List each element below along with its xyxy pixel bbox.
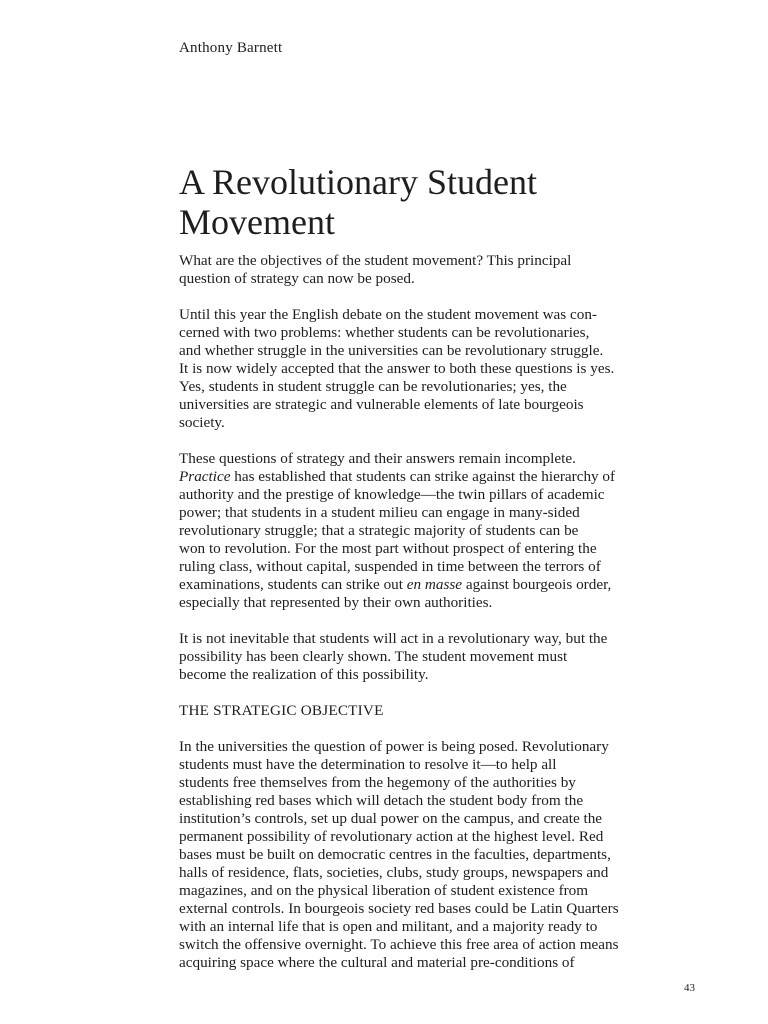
text-run: acquiring space where the cultural and material pre-conditions of: [179, 954, 575, 971]
text-line: [179, 270, 727, 288]
text-line: [179, 918, 727, 936]
text-line: [179, 828, 727, 846]
text-line: [179, 558, 727, 576]
text-line: [179, 738, 727, 756]
text-line: [179, 594, 727, 612]
text-run: These questions of strategy and their answers remain incomplete.: [179, 450, 576, 467]
text-run: Until this year the English debate on the student movement was con-: [179, 306, 597, 323]
text-run: students free themselves from the hegemony of the authorities by: [179, 774, 576, 791]
text-run: universities are strategic and vulnerable elements of late bourgeois: [179, 396, 584, 413]
text-run: permanent possibility of revolutionary action at the highest level. Red: [179, 828, 604, 845]
text-run: possibility has been clearly shown. The student movement must: [179, 648, 568, 665]
text-line: [179, 450, 727, 468]
text-line: [179, 342, 727, 360]
text-run: halls of residence, flats, societies, clubs, study groups, newspapers and: [179, 864, 609, 881]
text-run: authority and the prestige of knowledge—the twin pillars of academic: [179, 486, 605, 503]
italic-text: Practice: [179, 468, 231, 485]
author-name: Anthony Barnett: [179, 40, 283, 56]
text-run: has established that students can strike against the hierarchy of: [230, 468, 616, 485]
text-run: It is now widely accepted that the answer to both these questions is yes.: [179, 360, 615, 377]
text-run: students must have the determination to resolve it—to help all: [179, 756, 557, 773]
text-run: bases must be built on democratic centres in the faculties, departments,: [179, 846, 611, 863]
text-line: [179, 378, 727, 396]
text-line: [179, 648, 727, 666]
text-line: [179, 756, 727, 774]
text-run: It is not inevitable that students will act in a revolutionary way, but the: [179, 630, 608, 647]
text-run: and whether struggle in the universities can be revolutionary struggle.: [179, 342, 604, 359]
text-line: [179, 468, 727, 486]
text-run: examinations, students can strike out: [179, 576, 407, 593]
page-title: A Revolutionary Student Movement: [179, 162, 537, 242]
text-line: [179, 630, 727, 648]
text-run: ruling class, without capital, suspended in time between the terrors of: [179, 558, 601, 575]
text-line: [179, 954, 727, 972]
body-text: [179, 252, 727, 990]
text-run: become the realization of this possibility.: [179, 666, 429, 683]
text-line: [179, 306, 727, 324]
italic-text: en masse: [406, 576, 463, 593]
text-line: [179, 522, 727, 540]
text-line: [179, 540, 727, 558]
text-run: THE STRATEGIC OBJECTIVE: [179, 702, 384, 719]
text-run: In the universities the question of power is being posed. Revolutionary: [179, 738, 609, 755]
text-line: [179, 396, 727, 414]
text-line: [179, 864, 727, 882]
text-line: [179, 324, 727, 342]
text-line: [179, 486, 727, 504]
text-line: [179, 504, 727, 522]
page-number: 43: [684, 982, 695, 994]
text-run: magazines, and on the physical liberation of student existence from: [179, 882, 589, 899]
text-run: cerned with two problems: whether students can be revolutionaries,: [179, 324, 590, 341]
text-run: Yes, students in student struggle can be revolutionaries; yes, the: [179, 378, 567, 395]
paragraph: [179, 306, 727, 432]
text-line: [179, 774, 727, 792]
text-line: [179, 252, 727, 270]
text-line: [179, 792, 727, 810]
text-line: [179, 666, 727, 684]
text-run: institution’s controls, set up dual power on the campus, and create the: [179, 810, 603, 827]
text-line: [179, 414, 727, 432]
section-heading: [179, 702, 727, 720]
text-run: power; that students in a student milieu can engage in many-sided: [179, 504, 580, 521]
text-run: revolutionary struggle; that a strategic majority of students can be: [179, 522, 579, 539]
paragraph: [179, 738, 727, 972]
text-run: won to revolution. For the most part without prospect of entering the: [179, 540, 597, 557]
text-run: external controls. In bourgeois society red bases could be Latin Quarters: [179, 900, 619, 917]
text-line: [179, 882, 727, 900]
text-line: [179, 360, 727, 378]
text-run: society.: [179, 414, 225, 431]
text-run: What are the objectives of the student movement? This principal: [179, 252, 572, 269]
text-run: against bourgeois order,: [462, 576, 612, 593]
text-run: question of strategy can now be posed.: [179, 270, 415, 287]
text-line: [179, 936, 727, 954]
text-line: [179, 810, 727, 828]
text-run: switch the offensive overnight. To achieve this free area of action means: [179, 936, 619, 953]
text-run: especially that represented by their own authorities.: [179, 594, 493, 611]
text-line: [179, 900, 727, 918]
text-line: [179, 576, 727, 594]
paragraph: [179, 450, 727, 612]
text-line: [179, 702, 727, 720]
paragraph: [179, 630, 727, 684]
text-line: [179, 846, 727, 864]
text-run: with an internal life that is open and militant, and a majority ready to: [179, 918, 598, 935]
paragraph: [179, 252, 727, 288]
text-run: establishing red bases which will detach the student body from the: [179, 792, 584, 809]
